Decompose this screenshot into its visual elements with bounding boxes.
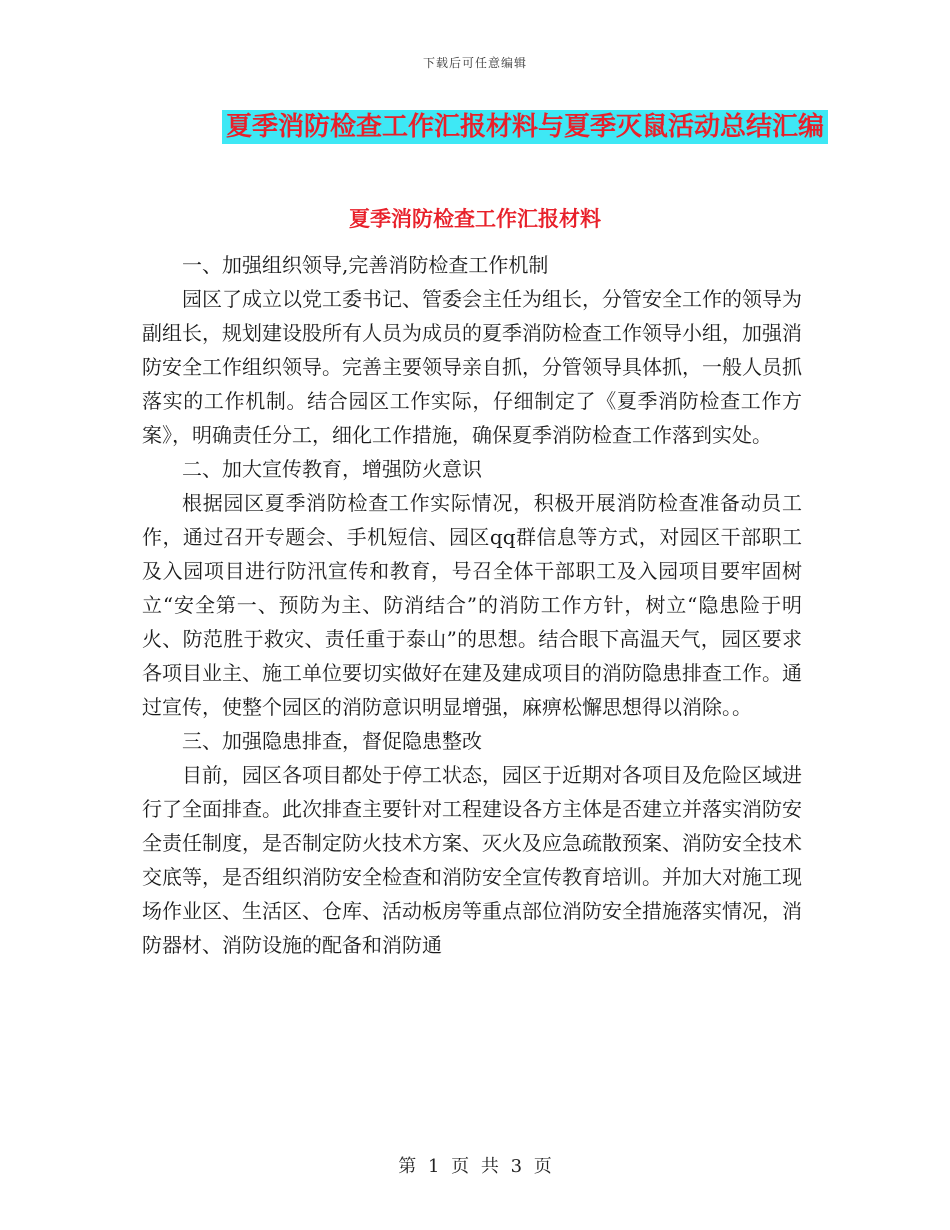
main-title: 夏季消防检查工作汇报材料与夏季灭鼠活动总结汇编	[222, 110, 828, 144]
section-heading-1: 一、加强组织领导,完善消防检查工作机制	[182, 253, 549, 277]
section-heading-3: 三、加强隐患排查，督促隐患整改	[182, 729, 482, 753]
document-body	[142, 248, 802, 962]
body-paragraph-2: 根据园区夏季消防检查工作实际情况，积极开展消防检查准备动员工作，通过召开专题会、手机短信、园区qq群信息等方式，对园区干部职工及入园项目进行防汛宣传和教育，号召全体干部职工及入园项目要牢固树立“安全第一、预防为主、防消结合”的消防工作方针，树立“隐患险于明火、防范胜于救灾、责任重于泰山”的思想。结合眼下高温天气，园区要求各项目业主、施工单位要切实做好在建及建成项目的消防隐患排查工作。通过宣传，使整个园区的消防意识明显增强，麻痹松懈思想得以消除。。	[142, 491, 802, 719]
main-title-container	[0, 110, 950, 144]
body-paragraph-3: 目前，园区各项目都处于停工状态，园区于近期对各项目及危险区域进行了全面排查。此次排查主要针对工程建设各方主体是否建立并落实消防安全责任制度，是否制定防火技术方案、灭火及应急疏散预案、消防安全技术交底等，是否组织消防安全检查和消防安全宣传教育培训。并加大对施工现场作业区、生活区、仓库、活动板房等重点部位消防安全措施落实情况，消防器材、消防设施的配备和消防通	[142, 763, 802, 957]
section-title: 夏季消防检查工作汇报材料	[349, 207, 601, 231]
page-footer: 第 1 页 共 3 页	[398, 1156, 552, 1177]
body-paragraph-1: 园区了成立以党工委书记、管委会主任为组长，分管安全工作的领导为副组长，规划建设股所有人员为成员的夏季消防检查工作领导小组，加强消防安全工作组织领导。完善主要领导亲自抓，分管领导具体抓，一般人员抓落实的工作机制。结合园区工作实际，仔细制定了《夏季消防检查工作方案》，明确责任分工，细化工作措施，确保夏季消防检查工作落到实处。	[142, 287, 802, 447]
page-header-note: 下载后可任意编辑	[422, 56, 527, 70]
section-heading-2: 二、加大宣传教育，增强防火意识	[182, 457, 482, 481]
